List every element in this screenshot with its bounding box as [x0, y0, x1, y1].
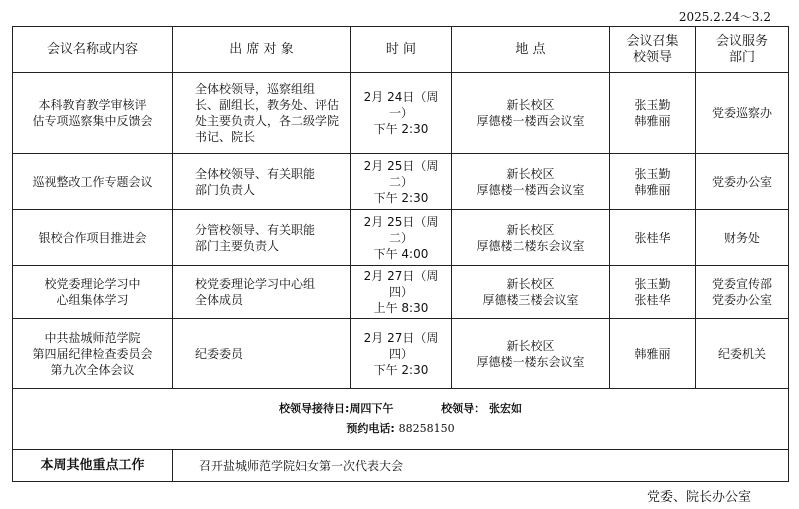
table-row	[13, 154, 789, 210]
other-work-content: 召开盐城师范学院妇女第一次代表大会	[173, 450, 789, 482]
other-work-label: 本周其他重点工作	[13, 450, 173, 482]
header-name: 会议名称或内容	[13, 27, 173, 73]
meeting-attendees: 校党委理论学习中心组 全体成员	[173, 266, 351, 319]
other-work-row	[13, 450, 789, 482]
date-range: 2025.2.24～3.2	[678, 10, 771, 24]
meeting-location: 新长校区 厚德楼一楼东会议室	[452, 319, 610, 389]
reception-leader-label: 校领导：	[441, 402, 486, 415]
meeting-time: 2月 25日（周二） 下午 2:30	[351, 154, 452, 210]
meeting-attendees: 纪委委员	[173, 319, 351, 389]
header-location: 地 点	[452, 27, 610, 73]
reception-leader-value: 张宏如	[488, 402, 522, 415]
reception-phone-value: 88258150	[398, 422, 455, 435]
meeting-convener: 韩雅丽	[610, 319, 696, 389]
header-time: 时 间	[351, 27, 452, 73]
reception-info	[13, 389, 789, 450]
meeting-name: 本科教育教学审核评 估专项巡察集中反馈会	[13, 73, 173, 154]
meeting-service: 党委巡察办	[696, 73, 789, 154]
meeting-service: 党委办公室	[696, 154, 789, 210]
meeting-name: 校党委理论学习中 心组集体学习	[13, 266, 173, 319]
issuer-footer: 党委、院长办公室	[646, 490, 751, 505]
meeting-attendees: 全体校领导，巡察组组 长、副组长，教务处、评估 处主要负责人，各二级学院 书记、院长	[173, 73, 351, 154]
header-convener: 会议召集 校领导	[610, 27, 696, 73]
table-row	[13, 73, 789, 154]
meeting-time: 2月 27日（周四） 上午 8:30	[351, 266, 452, 319]
meeting-attendees: 全体校领导、有关职能 部门负责人	[173, 154, 351, 210]
table-row	[13, 266, 789, 319]
reception-phone-label: 预约电话:	[346, 422, 395, 435]
header-row	[13, 27, 789, 73]
header-service: 会议服务 部门	[696, 27, 789, 73]
table-row	[13, 210, 789, 266]
meeting-service: 财务处	[696, 210, 789, 266]
meeting-service: 纪委机关	[696, 319, 789, 389]
meeting-location: 新长校区 厚德楼一楼西会议室	[452, 73, 610, 154]
meeting-time: 2月 24日（周一） 下午 2:30	[351, 73, 452, 154]
meeting-location: 新长校区 厚德楼一楼西会议室	[452, 154, 610, 210]
meeting-name: 巡视整改工作专题会议	[13, 154, 173, 210]
meeting-convener: 张玉勤 韩雅丽	[610, 73, 696, 154]
reception-day-label: 校领导接待日:	[279, 402, 350, 415]
meeting-time: 2月 25日（周二） 下午 4:00	[351, 210, 452, 266]
meeting-attendees: 分管校领导、有关职能 部门主要负责人	[173, 210, 351, 266]
reception-row	[13, 389, 789, 450]
meeting-location: 新长校区 厚德楼二楼东会议室	[452, 210, 610, 266]
meeting-name: 银校合作项目推进会	[13, 210, 173, 266]
meeting-name: 中共盐城师范学院 第四届纪律检查委员会 第九次全体会议	[13, 319, 173, 389]
meeting-time: 2月 27日（周四） 下午 2:30	[351, 319, 452, 389]
meeting-location: 新长校区 厚德楼三楼会议室	[452, 266, 610, 319]
meeting-convener: 张玉勤 韩雅丽	[610, 154, 696, 210]
header-attendees: 出 席 对 象	[173, 27, 351, 73]
meeting-service: 党委宣传部 党委办公室	[696, 266, 789, 319]
table-row	[13, 319, 789, 389]
meeting-schedule-table	[12, 26, 789, 482]
meeting-convener: 张桂华	[610, 210, 696, 266]
meeting-convener: 张玉勤 张桂华	[610, 266, 696, 319]
reception-day-value: 周四下午	[349, 402, 394, 415]
